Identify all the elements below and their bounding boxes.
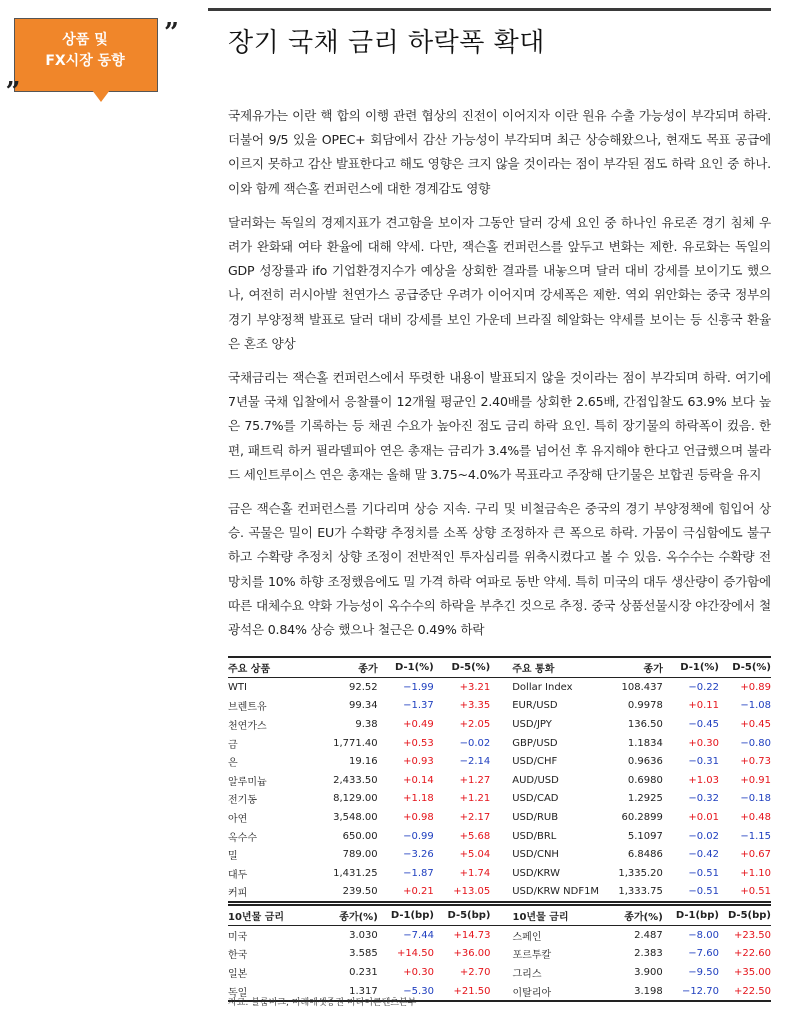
- table-cell: 92.52: [348, 681, 378, 693]
- table-cell: WTI: [228, 681, 247, 693]
- table-cell: +0.45: [740, 718, 771, 730]
- table-row: [228, 864, 771, 883]
- table-cell: −0.22: [688, 681, 719, 693]
- quote-open-icon: „: [6, 62, 21, 92]
- paragraph-bonds: 국채금리는 잭슨홀 컨퍼런스에서 뚜렷한 내용이 발표되지 않을 것이라는 점이 부각되며 하락. 여기에 7년물 국채 입찰에서 응찰률이 12개월 평균인 2.40배를 상회한 2.65배, 간접입찰도 63.9% 보다 높은 75.7%를 기록하는 등 채권 수요가 높아진 점도 금리 하락 요인. 특히 장기물의 하락폭이 컸음. 한편, 패트릭 하커 필라델피아 연은 총재는 금리가 3.4%를 넘어선 후 유지해야 한다고 언급했으며 불라드 세인트루이스 연은 총재는 올해 말 3.75~4.0%가 목표라고 주장해 단기물은 보합권 등락을 유지: [228, 370, 771, 482]
- table-cell: 3.585: [349, 948, 378, 960]
- table-cell: −1.99: [403, 681, 434, 693]
- table-row: [228, 845, 771, 864]
- table-cell: 금: [228, 739, 238, 751]
- table-cell: 99.34: [348, 700, 378, 712]
- table-cell: 한국: [228, 950, 248, 962]
- quote-close-icon: ”: [164, 18, 179, 48]
- table-cell: 0.231: [349, 966, 378, 978]
- table-cell: +1.21: [459, 793, 491, 805]
- table-cell: 독일: [228, 982, 322, 1002]
- table-cell: −7.44: [403, 929, 434, 941]
- table-cell: −0.45: [688, 718, 719, 730]
- table-cell: 0.9636: [627, 756, 663, 768]
- table-cell: +0.49: [403, 718, 434, 730]
- table-cell: 789.00: [342, 849, 378, 861]
- table-cell: −1.08: [740, 700, 771, 712]
- table-row: [228, 771, 771, 790]
- header-cell: D-5(%): [434, 657, 501, 678]
- table-row: [228, 963, 771, 982]
- table-cell: Dollar Index: [512, 681, 573, 693]
- table-cell: −0.18: [740, 793, 771, 805]
- table-cell: +22.50: [719, 982, 771, 1002]
- table-cell: +1.27: [459, 774, 491, 786]
- table-cell: +5.04: [459, 849, 491, 861]
- table-row: [228, 827, 771, 846]
- table-header-row: [228, 657, 771, 678]
- table-row: [228, 808, 771, 827]
- table-cell: 239.50: [322, 883, 378, 903]
- paragraph-commodities: 금은 잭슨홀 컨퍼런스를 기다리며 상승 지속. 구리 및 비철금속은 중국의 경기 부양정책에 힘입어 상승. 곡물은 밀이 EU가 수확량 추정치를 소폭 상향 조정하자 큰 폭으로 하락. 가뭄이 극심함에도 불구하고 수확량 추정치 상향 조정이 전반적인 투자심리를 위축시켰다고 볼 수 있음. 옥수수는 수확량 전망치를 10% 하향 조정했음에도 밀 가격 하락 여파로 동반 약세. 특히 미국의 대두 생산량이 증가함에 따른 대체수요 약화 가능성이 옥수수의 하락을 부추긴 것으로 추정. 중국 상품선물시장 야간장에서 철광석은 0.84% 상승 했으나 철근은 0.49% 하락: [228, 501, 771, 638]
- table-cell: 일본: [228, 968, 248, 980]
- table-cell: +3.35: [459, 700, 491, 712]
- table-cell: 그리스: [512, 968, 542, 980]
- table-cell: 1,333.75: [617, 883, 663, 903]
- section-badge: [6, 18, 179, 104]
- header-cell: 종가(%): [617, 905, 663, 926]
- table-cell: +2.17: [459, 811, 491, 823]
- table-cell: +35.00: [733, 966, 771, 978]
- table-row: [228, 752, 771, 771]
- header-cell: 종가(%): [322, 905, 378, 926]
- table-cell: +0.67: [740, 849, 771, 861]
- table-cell: 1.2925: [627, 793, 663, 805]
- table-cell: 브렌트유: [228, 702, 267, 714]
- table-cell: USD/CHF: [512, 756, 558, 768]
- table-cell: −7.60: [688, 948, 719, 960]
- table-cell: −9.50: [688, 966, 719, 978]
- table-cell: GBP/USD: [512, 737, 558, 749]
- table-cell: USD/RUB: [512, 811, 559, 823]
- table-cell: +3.21: [459, 681, 491, 693]
- table-cell: +1.74: [459, 867, 491, 879]
- table-cell: 19.16: [348, 756, 378, 768]
- table-cell: +1.18: [403, 793, 434, 805]
- table-cell: 2.487: [634, 929, 663, 941]
- commodity-fx-table: [228, 656, 771, 903]
- table-cell: 0.6980: [627, 774, 663, 786]
- header-cell: D-1(bp): [663, 905, 719, 926]
- top-rule: [208, 8, 771, 11]
- table-cell: −0.51: [663, 883, 719, 903]
- table-cell: −0.02: [459, 737, 491, 749]
- header-cell: 종가: [617, 657, 663, 678]
- table-cell: +0.21: [378, 883, 434, 903]
- table-cell: +14.50: [396, 948, 434, 960]
- table-cell: 1,431.25: [333, 867, 378, 879]
- table-cell: +0.51: [719, 883, 771, 903]
- table-cell: 1.1834: [627, 737, 663, 749]
- table-cell: 밀: [228, 851, 238, 863]
- table-cell: −1.15: [740, 830, 771, 842]
- table-cell: −0.80: [740, 737, 771, 749]
- table-cell: USD/CNH: [512, 849, 559, 861]
- body-text: [228, 104, 771, 652]
- table-cell: 커피: [228, 883, 322, 903]
- table-cell: 1.317: [322, 982, 378, 1002]
- header-cell: 주요 상품: [228, 657, 322, 678]
- table-cell: +1.10: [740, 867, 771, 879]
- table-cell: 대두: [228, 869, 248, 881]
- table-cell: 이탈리아: [501, 982, 618, 1002]
- table-row: [228, 790, 771, 809]
- table-cell: +5.68: [459, 830, 491, 842]
- table-cell: 3.900: [634, 966, 663, 978]
- table-cell: 3,548.00: [333, 811, 378, 823]
- table-cell: 알루미늄: [228, 776, 267, 788]
- table-cell: USD/KRW: [512, 867, 560, 879]
- table-cell: −0.51: [688, 867, 719, 879]
- table-cell: 은: [228, 758, 238, 770]
- table-cell: 136.50: [627, 718, 663, 730]
- table-cell: −0.42: [688, 849, 719, 861]
- table-cell: EUR/USD: [512, 700, 558, 712]
- table-cell: +36.00: [453, 948, 491, 960]
- source-note: 자료: 블룸버그, 미래에셋증권 미디어콘텐츠본부: [228, 998, 417, 1008]
- table-cell: +2.05: [459, 718, 491, 730]
- header-cell: 10년물 금리: [501, 905, 618, 926]
- table-row: [228, 883, 771, 903]
- table-cell: −0.31: [688, 756, 719, 768]
- table-cell: +0.01: [688, 811, 719, 823]
- paragraph-oil: 국제유가는 이란 핵 합의 이행 관련 협상의 진전이 이어지자 이란 원유 수출 가능성이 부각되며 하락. 더불어 9/5 있을 OPEC+ 회담에서 감산 가능성이 부각되며 최근 상승해왔으나, 현재도 목표 공급에 이르지 못하고 감산 발표한다고 해도 영향은 크지 않을 것이라는 점이 부각된 점도 하락 요인 중 하나. 이와 함께 잭슨홀 컨퍼런스에 대한 경계감도 영향: [228, 108, 771, 196]
- table-cell: +0.91: [740, 774, 771, 786]
- table-cell: AUD/USD: [512, 774, 559, 786]
- table-row: [228, 926, 771, 945]
- table-cell: +2.70: [459, 966, 491, 978]
- table-cell: 스페인: [512, 931, 542, 943]
- table-row: [228, 678, 771, 697]
- table-cell: 650.00: [342, 830, 378, 842]
- table-cell: 3.198: [617, 982, 663, 1002]
- table-cell: +0.98: [403, 811, 434, 823]
- table-cell: −0.99: [403, 830, 434, 842]
- table-row: [228, 945, 771, 964]
- header-cell: D-5(%): [719, 657, 771, 678]
- table-cell: 108.437: [621, 681, 663, 693]
- table-cell: +23.50: [733, 929, 771, 941]
- table-cell: +0.11: [688, 700, 719, 712]
- table-cell: USD/BRL: [512, 830, 557, 842]
- table-cell: −3.26: [403, 849, 434, 861]
- table-cell: 옥수수: [228, 832, 257, 844]
- paragraph-fx: 달러화는 독일의 경제지표가 견고함을 보이자 그동안 달러 강세 요인 중 하나인 유로존 경기 침체 우려가 완화돼 여타 환율에 대해 약세. 다만, 잭슨홀 컨퍼런스를 앞두고 변화는 제한. 유로화는 독일의 GDP 성장률과 ifo 기업환경지수가 예상을 상회한 결과를 내놓으며 달러 대비 강세를 보이기도 했으나, 여전히 러시아발 천연가스 공급중단 우려가 이어지며 강세폭은 제한. 역외 위안화는 중국 정부의 경기 부양정책 발표로 달러 대비 강세를 보인 가운데 브라질 헤알화는 약세를 보이는 등 신흥국 환율은 혼조 양상: [228, 214, 771, 351]
- table-cell: +22.60: [733, 948, 771, 960]
- table-cell: +0.48: [740, 811, 771, 823]
- table-cell: 포르투칼: [512, 950, 552, 962]
- table-cell: −8.00: [688, 929, 719, 941]
- bond-yield-table: [228, 904, 771, 1002]
- table-row: [228, 734, 771, 753]
- table-cell: +0.89: [740, 681, 771, 693]
- table-cell: −12.70: [663, 982, 719, 1002]
- table-cell: USD/JPY: [512, 718, 552, 730]
- table-cell: 60.2899: [621, 811, 663, 823]
- badge-tail: [92, 90, 110, 102]
- table-cell: −5.30: [378, 982, 434, 1002]
- header-cell: 10년물 금리: [228, 905, 322, 926]
- table-cell: −1.37: [403, 700, 434, 712]
- table-cell: +0.73: [740, 756, 771, 768]
- table-cell: 천연가스: [228, 720, 267, 732]
- header-cell: D-5(bp): [719, 905, 771, 926]
- table-cell: −1.87: [403, 867, 434, 879]
- table-row: [228, 697, 771, 716]
- table-row: [228, 715, 771, 734]
- table-cell: 아연: [228, 813, 248, 825]
- table-cell: +21.50: [434, 982, 501, 1002]
- header-cell: D-1(%): [378, 657, 434, 678]
- table-cell: +0.30: [688, 737, 719, 749]
- header-cell: 종가: [322, 657, 378, 678]
- table-cell: +1.03: [688, 774, 719, 786]
- table-cell: +14.73: [453, 929, 491, 941]
- table-cell: −0.02: [688, 830, 719, 842]
- table-cell: 5.1097: [627, 830, 663, 842]
- table-cell: +13.05: [434, 883, 501, 903]
- table-cell: −2.14: [459, 756, 491, 768]
- badge-text: [14, 30, 156, 72]
- table-cell: 9.38: [355, 718, 378, 730]
- table-cell: 6.8486: [627, 849, 663, 861]
- header-cell: D-5(bp): [434, 905, 501, 926]
- table-cell: 0.9978: [627, 700, 663, 712]
- table-cell: +0.53: [403, 737, 434, 749]
- table-cell: 전기동: [228, 795, 257, 807]
- table-cell: −0.32: [688, 793, 719, 805]
- page-title: 장기 국채 금리 하락폭 확대: [228, 28, 545, 58]
- table-cell: USD/KRW NDF1M: [500, 883, 616, 903]
- table-header-row: [228, 905, 771, 926]
- table-cell: +0.30: [403, 966, 434, 978]
- table-cell: 2,433.50: [333, 774, 378, 786]
- badge-line1: 상품 및: [62, 32, 108, 48]
- header-cell: D-1(bp): [378, 905, 434, 926]
- header-cell: 주요 통화: [500, 657, 616, 678]
- table-cell: +0.93: [403, 756, 434, 768]
- header-cell: D-1(%): [663, 657, 719, 678]
- table-cell: 3.030: [349, 929, 378, 941]
- table-cell: 1,335.20: [618, 867, 663, 879]
- table-cell: USD/CAD: [512, 793, 559, 805]
- table-cell: 1,771.40: [333, 737, 378, 749]
- table-cell: 8,129.00: [333, 793, 378, 805]
- table-cell: 2.383: [634, 948, 663, 960]
- table-cell: 미국: [228, 931, 248, 943]
- table-cell: +0.14: [403, 774, 434, 786]
- badge-line2: FX시장 동향: [45, 53, 125, 69]
